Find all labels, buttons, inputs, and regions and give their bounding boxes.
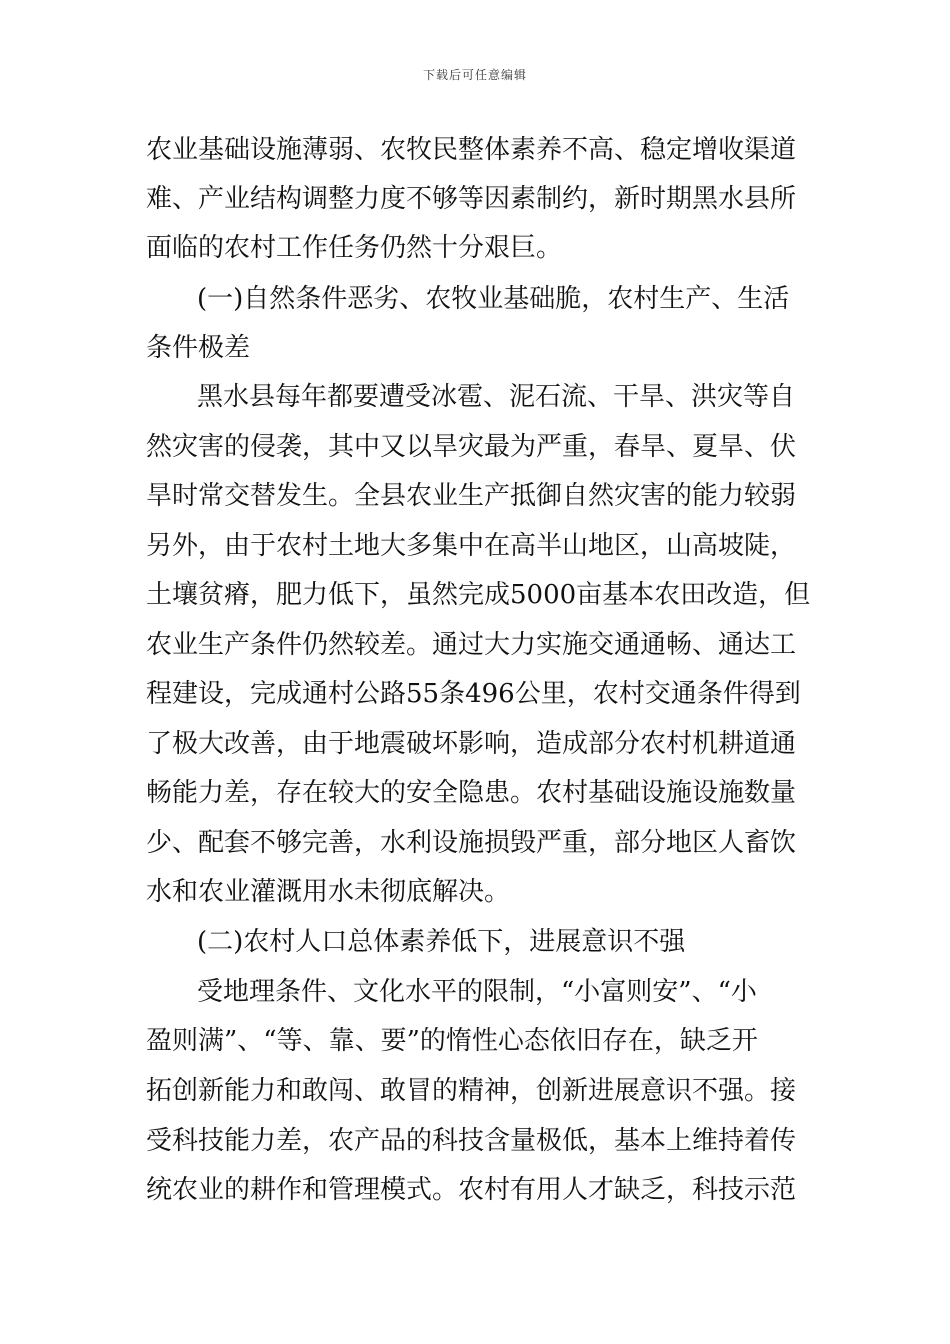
body-line: 水和农业灌溉用水未彻底解决。 [146, 877, 511, 907]
body-line: 畅能力差，存在较大的安全隐患。农村基础设施设施数量 [146, 778, 797, 808]
body-line: 农业基础设施薄弱、农牧民整体素养不高、稳定增收渠道 [146, 135, 797, 165]
body-line: 然灾害的侵袭，其中又以旱灾最为严重，春旱、夏旱、伏 [146, 432, 797, 462]
body-line: 难、产业结构调整力度不够等因素制约，新时期黑水县所 [146, 184, 797, 214]
body-line: 黑水县每年都要遭受冰雹、泥石流、干旱、洪灾等自 [197, 382, 796, 412]
body-line: 了极大改善，由于地震破坏影响，造成部分农村机耕道通 [146, 729, 797, 759]
page-header: 下载后可任意编辑 [422, 68, 527, 82]
body-line: 面临的农村工作任务仍然十分艰巨。 [146, 233, 563, 263]
body-line: 旱时常交替发生。全县农业生产抵御自然灾害的能力较弱 [146, 481, 797, 511]
body-line: 程建设，完成通村公路55条496公里，农村交通条件得到 [146, 679, 801, 709]
body-line: 土壤贫瘠，肥力低下，虽然完成5000亩基本农田改造，但 [146, 580, 811, 610]
body-line: 受科技能力差，农产品的科技含量极低，基本上维持着传 [146, 1126, 797, 1156]
body-line: 盈则满”、“等、靠、要”的惰性心态依旧存在，缺乏开 [146, 1026, 758, 1056]
section-heading: (一)自然条件恶劣、农牧业基础脆，农村生产、生活 [197, 284, 790, 314]
body-line: 另外，由于农村土地大多集中在高半山地区，山高坡陡， [146, 531, 797, 561]
body-line: 受地理条件、文化水平的限制，“小富则安”、“小 [197, 977, 757, 1007]
body-line: 农业生产条件仍然较差。通过大力实施交通通畅、通达工 [146, 630, 797, 660]
body-line: 拓创新能力和敢闯、敢冒的精神，创新进展意识不强。接 [146, 1076, 797, 1106]
body-line: 统农业的耕作和管理模式。农村有用人才缺乏，科技示范 [146, 1175, 797, 1205]
section-heading: (二)农村人口总体素养低下，进展意识不强 [197, 927, 686, 957]
section-heading-cont: 条件极差 [146, 333, 251, 363]
body-line: 少、配套不够完善，水利设施损毁严重，部分地区人畜饮 [146, 828, 797, 858]
